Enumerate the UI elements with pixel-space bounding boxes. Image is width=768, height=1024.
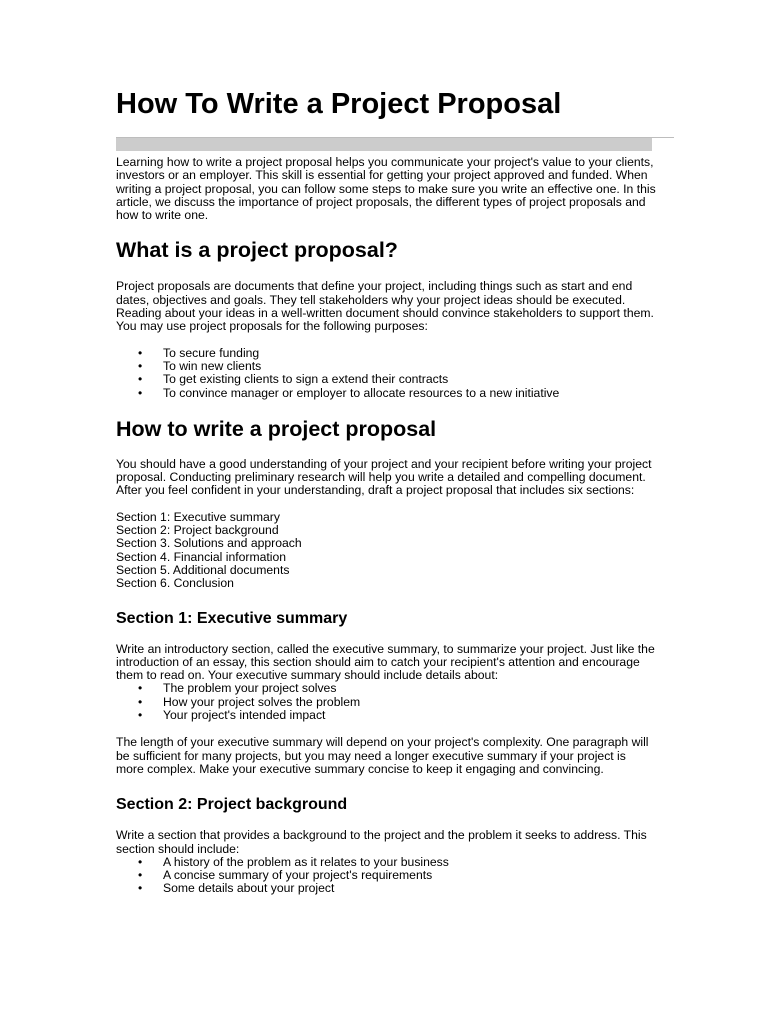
section-line: Section 2: Project background (116, 523, 279, 538)
list-item: • Your project's intended impact (163, 709, 656, 722)
list-item: • To win new clients (163, 360, 656, 373)
divider-bar (116, 138, 652, 151)
list-item: • The problem your project solves (163, 682, 656, 695)
list-item: • How your project solves the problem (163, 696, 656, 709)
sections-list (116, 511, 656, 591)
heading-how-to: How to write a project proposal (116, 416, 437, 441)
section-2-paragraph: Write a section that provides a background to the project and the problem it seeks to address. This section should include: (116, 828, 647, 856)
purposes-list (116, 347, 656, 400)
list-item: • A history of the problem as it relates to your business (163, 856, 656, 869)
what-is-paragraph: Project proposals are documents that define your project, including things such as start and end dates, objectives and goals. They tell stakeholders why your project ideas should be executed. Reading about your ideas in a well-written document should convince stakeholders to support them. You may use project proposals for the following purposes: (116, 279, 654, 334)
heading-section-1: Section 1: Executive summary (116, 609, 348, 627)
list-item: • A concise summary of your project's requirements (163, 869, 656, 882)
list-item: • To get existing clients to sign a extend their contracts (163, 373, 656, 386)
section-1-paragraph: Write an introductory section, called the executive summary, to summarize your project. Just like the introduction of an essay, this section should aim to catch your recipient's attention and encourage them to read on. Your executive summary should include details about: (116, 641, 655, 683)
section-line: Section 6. Conclusion (116, 576, 234, 591)
document-page (116, 88, 656, 896)
heading-section-2: Section 2: Project background (116, 796, 348, 814)
section-line: Section 1: Executive summary (116, 509, 280, 524)
section-1-list (116, 682, 656, 722)
heading-what-is: What is a project proposal? (116, 238, 398, 263)
how-to-paragraph: You should have a good understanding of your project and your recipient before writing your project proposal. Conducting preliminary research will help you write a detailed and compelling document. After you feel confident in your understanding, draft a project proposal that includes six sections: (116, 456, 652, 498)
section-line: Section 5. Additional documents (116, 562, 290, 577)
section-line: Section 3. Solutions and approach (116, 536, 302, 551)
document-title: How To Write a Project Proposal (116, 88, 562, 120)
section-line: Section 4. Financial information (116, 549, 287, 564)
intro-paragraph: Learning how to write a project proposal helps you communicate your project's value to your clients, investors or an employer. This skill is essential for getting your project approved and funded. When writing a project proposal, you can follow some steps to make sure you write an effective one. In this article, we discuss the importance of project proposals, the different types of project proposals and how to write one. (116, 155, 656, 223)
list-item: • Some details about your project (163, 882, 656, 895)
list-item: • To secure funding (163, 347, 656, 360)
title-divider (116, 137, 656, 153)
section-1-paragraph-2: The length of your executive summary will depend on your project's complexity. One paragraph will be sufficient for many projects, but you may need a longer executive summary if your project is more complex. Make your executive summary concise to keep it engaging and convincing. (116, 735, 649, 776)
section-2-list (116, 856, 656, 896)
list-item: • To convince manager or employer to allocate resources to a new initiative (163, 387, 656, 400)
